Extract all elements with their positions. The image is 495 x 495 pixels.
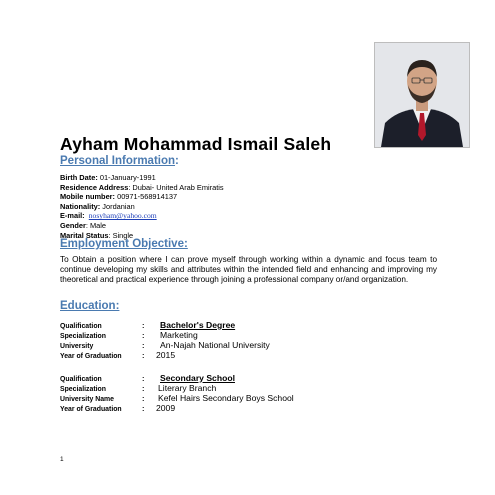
- edu-value: Bachelor's Degree: [160, 320, 236, 330]
- edu-label: Qualification: [60, 376, 102, 383]
- education-block-bachelor: [60, 320, 270, 360]
- candidate-name: Ayham Mohammad Ismail Saleh: [60, 134, 332, 154]
- objective-text: To Obtain a position where I can prove myself through working within a dynamic and focus team to continue developing my skills and attributes within the intended field and enhancing and improving my theoretical and practical experience through joining a professional company or/and organization.: [60, 255, 437, 285]
- edu-label: Specialization: [60, 386, 106, 393]
- edu-value: Marketing: [160, 330, 198, 340]
- edu-label: Year of Graduation: [60, 353, 122, 360]
- edu-row: [60, 393, 294, 403]
- person-photo-icon: [375, 43, 469, 147]
- edu-label: Specialization: [60, 333, 106, 340]
- education-block-secondary: [60, 373, 294, 413]
- edu-colon: :: [142, 341, 145, 350]
- edu-label: University Name: [60, 396, 115, 403]
- edu-colon: :: [142, 351, 145, 360]
- email-link[interactable]: nosyham@yahoo.com: [88, 211, 157, 221]
- residence-value: : Dubai- United Arab Emiratis: [128, 182, 224, 192]
- email-label: E-mail:: [60, 211, 85, 221]
- birth-date-row: [60, 173, 224, 183]
- marital-value: : Single: [108, 230, 134, 240]
- mobile-row: [60, 192, 224, 202]
- gender-row: [60, 221, 224, 231]
- email-row: [60, 211, 224, 221]
- education-heading: Education:: [60, 300, 120, 312]
- edu-colon: :: [142, 394, 145, 403]
- gender-label: Gender: [60, 220, 86, 230]
- objective-heading: Employment Objective:: [60, 238, 188, 250]
- edu-colon: :: [142, 331, 145, 340]
- edu-label: Year of Graduation: [60, 406, 122, 413]
- personal-info-heading-text: Personal Information: [60, 155, 176, 167]
- nationality-row: [60, 202, 224, 212]
- edu-row: [60, 320, 270, 330]
- edu-value: 2015: [156, 350, 176, 360]
- edu-row: [60, 340, 270, 350]
- personal-info-heading: [60, 155, 179, 167]
- edu-colon: :: [142, 321, 145, 330]
- edu-colon: :: [142, 384, 145, 393]
- personal-info-list: [60, 173, 224, 240]
- gender-value: : Male: [85, 220, 107, 230]
- edu-colon: :: [142, 374, 145, 383]
- edu-label: Qualification: [60, 323, 102, 330]
- birth-date-label: Birth Date:: [60, 173, 98, 182]
- edu-value: An-Najah National University: [160, 340, 270, 350]
- edu-row: [60, 373, 294, 383]
- mobile-label: Mobile number:: [60, 192, 116, 202]
- nationality-value: Jordanian: [100, 201, 135, 211]
- edu-colon: :: [142, 404, 145, 413]
- residence-row: [60, 183, 224, 193]
- residence-label: Residence Address: [60, 182, 129, 192]
- edu-value: Kefel Hairs Secondary Boys School: [158, 393, 294, 403]
- nationality-label: Nationality:: [60, 201, 101, 211]
- edu-value: 2009: [156, 403, 176, 413]
- page-number: 1: [60, 456, 64, 463]
- birth-date-value: 01-January-1991: [97, 173, 156, 182]
- mobile-value: 00971-568914137: [115, 192, 178, 202]
- edu-row: [60, 403, 294, 413]
- edu-label: University: [60, 343, 94, 350]
- marital-label: Marital Status: [60, 230, 109, 240]
- edu-row: [60, 350, 270, 360]
- profile-photo: [374, 42, 470, 148]
- edu-value: Secondary School: [160, 373, 235, 383]
- edu-row: [60, 330, 270, 340]
- edu-value: Literary Branch: [158, 383, 217, 393]
- personal-info-heading-suffix: :: [175, 155, 179, 167]
- edu-row: [60, 383, 294, 393]
